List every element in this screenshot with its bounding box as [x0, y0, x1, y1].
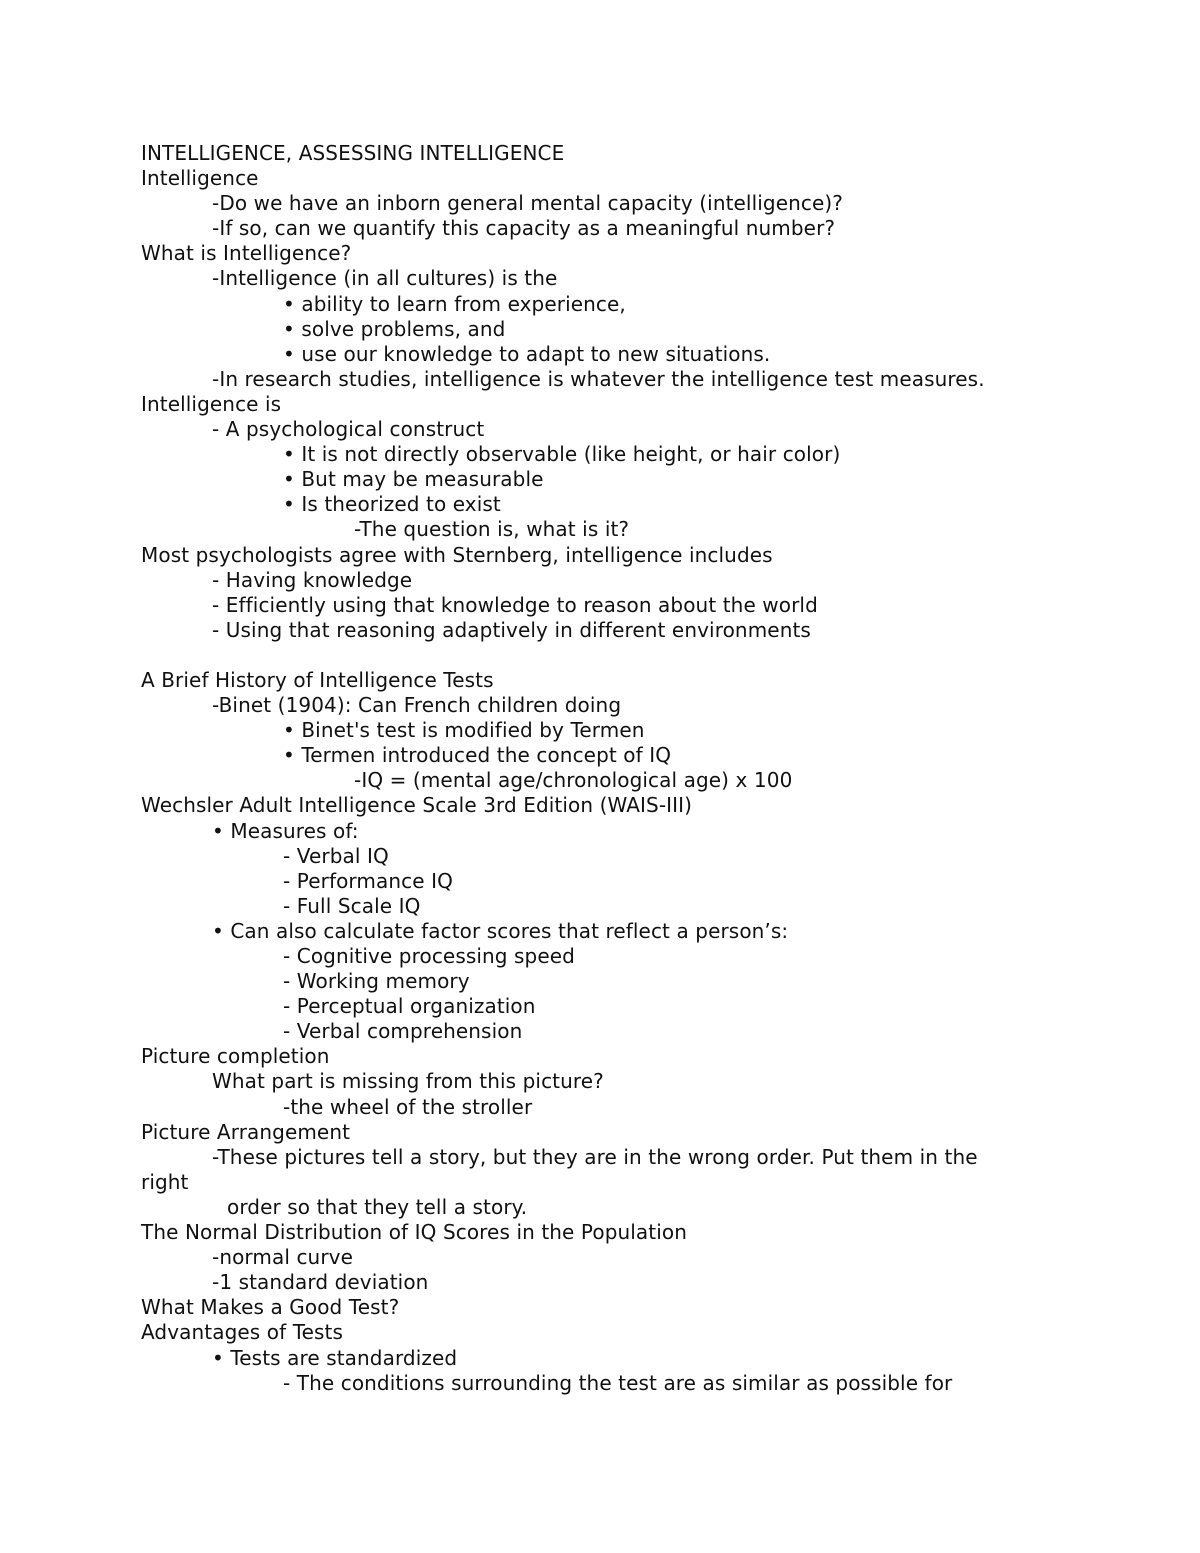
- text-line: • But may be measurable: [283, 467, 544, 492]
- text-line: -These pictures tell a story, but they are in the wrong order. Put them in the: [212, 1144, 978, 1169]
- text-line: -Binet (1904): Can French children doing: [212, 693, 622, 718]
- text-line: • ability to learn from experience,: [283, 291, 626, 316]
- text-line: - Cognitive processing speed: [283, 944, 575, 968]
- text-line: • solve problems, and: [283, 316, 506, 341]
- text-line: -Intelligence (in all cultures) is the: [212, 266, 558, 291]
- text-line: -IQ = (mental age/chronological age) x 100: [354, 768, 793, 793]
- text-line: A Brief History of Intelligence Tests: [141, 667, 494, 692]
- text-line: -In research studies, intelligence is whatever the intelligence test measures.: [212, 366, 985, 391]
- text-line: -normal curve: [212, 1245, 353, 1270]
- text-line: Most psychologists agree with Sternberg, intelligence includes: [141, 542, 773, 567]
- document-body: [141, 141, 1041, 1396]
- text-line: order so that they tell a story.: [227, 1194, 528, 1219]
- text-line: - Full Scale IQ: [283, 893, 421, 918]
- text-line: What part is missing from this picture?: [212, 1069, 604, 1094]
- text-line: • Tests are standardized: [212, 1345, 458, 1370]
- document-title: INTELLIGENCE, ASSESSING INTELLIGENCE: [141, 141, 565, 165]
- text-line: Picture completion: [141, 1044, 330, 1069]
- text-line: - Using that reasoning adaptively in different environments: [212, 617, 811, 642]
- text-line: - Efficiently using that knowledge to reason about the world: [212, 592, 818, 617]
- text-line: • Is theorized to exist: [283, 492, 501, 517]
- text-line: • Binet's test is modified by Termen: [283, 718, 645, 743]
- text-line: - Performance IQ: [283, 868, 453, 893]
- text-line: -If so, can we quantify this capacity as a meaningful number?: [212, 216, 836, 241]
- text-line: What is Intelligence?: [141, 241, 352, 266]
- text-line: Advantages of Tests: [141, 1320, 344, 1345]
- text-line: Intelligence: [141, 166, 259, 191]
- text-line: • It is not directly observable (like height, or hair color): [283, 442, 841, 467]
- text-line: Intelligence is: [141, 391, 282, 416]
- text-line: • Termen introduced the concept of IQ: [283, 743, 672, 768]
- text-line: - Verbal IQ: [283, 843, 389, 868]
- text-line: What Makes a Good Test?: [141, 1295, 400, 1320]
- text-line: - Perceptual organization: [283, 994, 536, 1019]
- text-line: Picture Arrangement: [141, 1119, 351, 1144]
- text-line: • Can also calculate factor scores that reflect a person’s:: [212, 918, 789, 943]
- text-line: -The question is, what is it?: [354, 517, 630, 542]
- text-line: Wechsler Adult Intelligence Scale 3rd Edition (WAIS-III): [141, 793, 693, 818]
- text-line: - Having knowledge: [212, 567, 413, 592]
- blank-line: [141, 643, 1041, 668]
- text-line: - A psychological construct: [212, 417, 485, 442]
- text-line: - The conditions surrounding the test are as similar as possible for: [283, 1370, 953, 1395]
- text-line: -1 standard deviation: [212, 1270, 429, 1295]
- text-line: • Measures of:: [212, 818, 359, 843]
- text-line: - Verbal comprehension: [283, 1019, 523, 1044]
- text-line: The Normal Distribution of IQ Scores in the Population: [141, 1220, 687, 1245]
- text-line: -the wheel of the stroller: [283, 1094, 533, 1119]
- text-line: right: [141, 1169, 189, 1194]
- text-line: • use our knowledge to adapt to new situations.: [283, 341, 771, 366]
- text-line: -Do we have an inborn general mental capacity (intelligence)?: [212, 191, 844, 216]
- text-line: - Working memory: [283, 969, 470, 994]
